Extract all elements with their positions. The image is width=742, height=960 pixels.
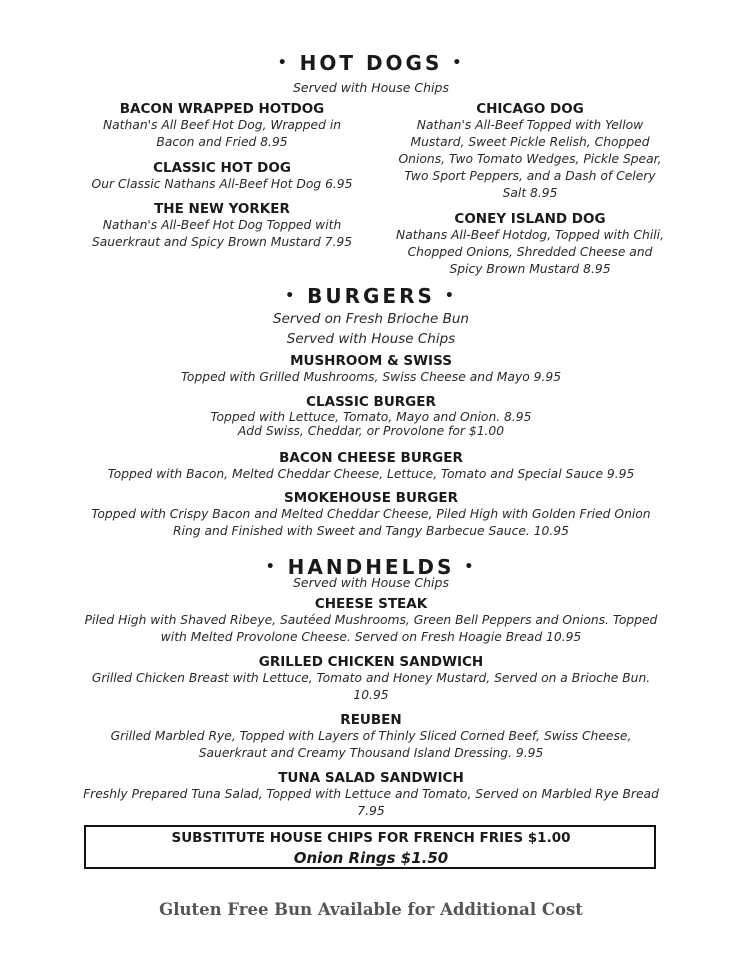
item-desc-line: Bacon and Fried 8.95 <box>156 135 288 149</box>
item-desc-line: Two Sport Peppers, and a Dash of Celery <box>404 169 656 183</box>
menu-item <box>0 596 742 646</box>
burgers-subtitle: Served with House Chips <box>286 331 456 347</box>
menu-item <box>72 201 372 251</box>
burgers-subtitle: Served on Fresh Brioche Bun <box>273 311 469 327</box>
menu-item <box>0 490 742 540</box>
item-desc-line: Piled High with Shaved Ribeye, Sautéed Mushrooms, Green Bell Peppers and Onions. Topped <box>84 613 658 627</box>
item-desc-line: Sauerkraut and Spicy Brown Mustard 7.95 <box>91 235 353 249</box>
menu-item <box>380 211 680 278</box>
item-title: REUBEN <box>340 712 402 728</box>
menu-item <box>72 160 372 193</box>
item-title: GRILLED CHICKEN SANDWICH <box>258 654 484 670</box>
burgers-heading <box>0 284 742 308</box>
menu-item <box>82 101 362 151</box>
item-desc-line: Ring and Finished with Sweet and Tangy Barbecue Sauce. 10.95 <box>173 524 569 538</box>
item-title: CONEY ISLAND DOG <box>454 211 606 227</box>
item-desc-line: Chopped Onions, Shredded Cheese and <box>407 245 653 259</box>
item-desc-line: Grilled Marbled Rye, Topped with Layers of Thinly Sliced Corned Beef, Swiss Cheese, <box>110 729 632 743</box>
item-title: TUNA SALAD SANDWICH <box>278 770 464 786</box>
item-desc-line: Nathans All-Beef Hotdog, Topped with Chili, <box>396 228 664 242</box>
bullet-dot: • <box>452 55 465 71</box>
item-desc-line: Nathan's All-Beef Hot Dog Topped with <box>102 218 342 232</box>
bullet-dot: • <box>444 288 457 304</box>
item-title: CLASSIC HOT DOG <box>153 160 291 176</box>
hot-dogs-title: HOT DOGS <box>299 51 443 75</box>
menu-item <box>0 450 742 483</box>
item-title: CLASSIC BURGER <box>306 394 436 410</box>
substitute-fries-line: SUBSTITUTE HOUSE CHIPS FOR FRENCH FRIES $1.00 <box>171 830 571 846</box>
item-title: CHICAGO DOG <box>476 101 584 117</box>
item-desc-line: Mustard, Sweet Pickle Relish, Chopped <box>410 135 650 149</box>
item-desc-line: Nathan's All-Beef Topped with Yellow <box>416 118 644 132</box>
hot-dogs-subtitle: Served with House Chips <box>293 80 449 95</box>
bullet-dot: • <box>464 559 477 575</box>
bullet-dot: • <box>277 55 290 71</box>
menu-item <box>0 654 742 704</box>
item-desc-line: Salt 8.95 <box>502 186 558 200</box>
item-desc-line: Our Classic Nathans All-Beef Hot Dog 6.95 <box>91 177 353 191</box>
bullet-dot: • <box>285 288 298 304</box>
gluten-free-note: Gluten Free Bun Available for Additional Cost <box>159 900 583 919</box>
item-desc-line: Sauerkraut and Creamy Thousand Island Dressing. 9.95 <box>198 746 544 760</box>
item-desc-line: Topped with Lettuce, Tomato, Mayo and Onion. 8.95 <box>210 410 532 424</box>
menu-item <box>0 353 742 386</box>
item-desc-line: Add Swiss, Cheddar, or Provolone for $1.00 <box>237 424 505 438</box>
handhelds-subtitle: Served with House Chips <box>293 575 449 590</box>
item-desc-line: Grilled Chicken Breast with Lettuce, Tomato and Honey Mustard, Served on a Brioche Bun. <box>91 671 651 685</box>
item-desc-line: Onions, Two Tomato Wedges, Pickle Spear, <box>398 152 662 166</box>
item-title: MUSHROOM & SWISS <box>290 353 452 369</box>
item-desc-line: Topped with Crispy Bacon and Melted Cheddar Cheese, Piled High with Golden Fried Onion <box>91 507 651 521</box>
item-title: BACON CHEESE BURGER <box>279 450 463 466</box>
item-desc-line: with Melted Provolone Cheese. Served on Fresh Hoagie Bread 10.95 <box>160 630 582 644</box>
item-title: SMOKEHOUSE BURGER <box>283 490 459 506</box>
burgers-title: BURGERS <box>307 284 435 308</box>
item-title: CHEESE STEAK <box>314 596 428 612</box>
item-desc-line: Freshly Prepared Tuna Salad, Topped with Lettuce and Tomato, Served on Marbled Rye Bread <box>83 787 659 801</box>
item-title: BACON WRAPPED HOTDOG <box>119 101 325 117</box>
handhelds-title: HANDHELDS <box>287 555 455 579</box>
item-desc-line: Spicy Brown Mustard 8.95 <box>449 262 611 276</box>
menu-item <box>0 770 742 820</box>
item-desc-line: Topped with Grilled Mushrooms, Swiss Cheese and Mayo 9.95 <box>180 370 562 384</box>
bullet-dot: • <box>265 559 278 575</box>
item-desc-line: Topped with Bacon, Melted Cheddar Cheese, Lettuce, Tomato and Special Sauce 9.95 <box>107 467 635 481</box>
item-title: THE NEW YORKER <box>154 201 290 217</box>
item-desc-line: 10.95 <box>353 688 389 702</box>
menu-item <box>0 394 742 438</box>
hot-dogs-heading <box>0 51 742 75</box>
item-desc-line: 7.95 <box>357 804 385 818</box>
item-desc-line: Nathan's All Beef Hot Dog, Wrapped in <box>102 118 342 132</box>
menu-item <box>380 101 680 202</box>
onion-rings-line: Onion Rings $1.50 <box>293 849 449 867</box>
menu-item <box>0 712 742 762</box>
